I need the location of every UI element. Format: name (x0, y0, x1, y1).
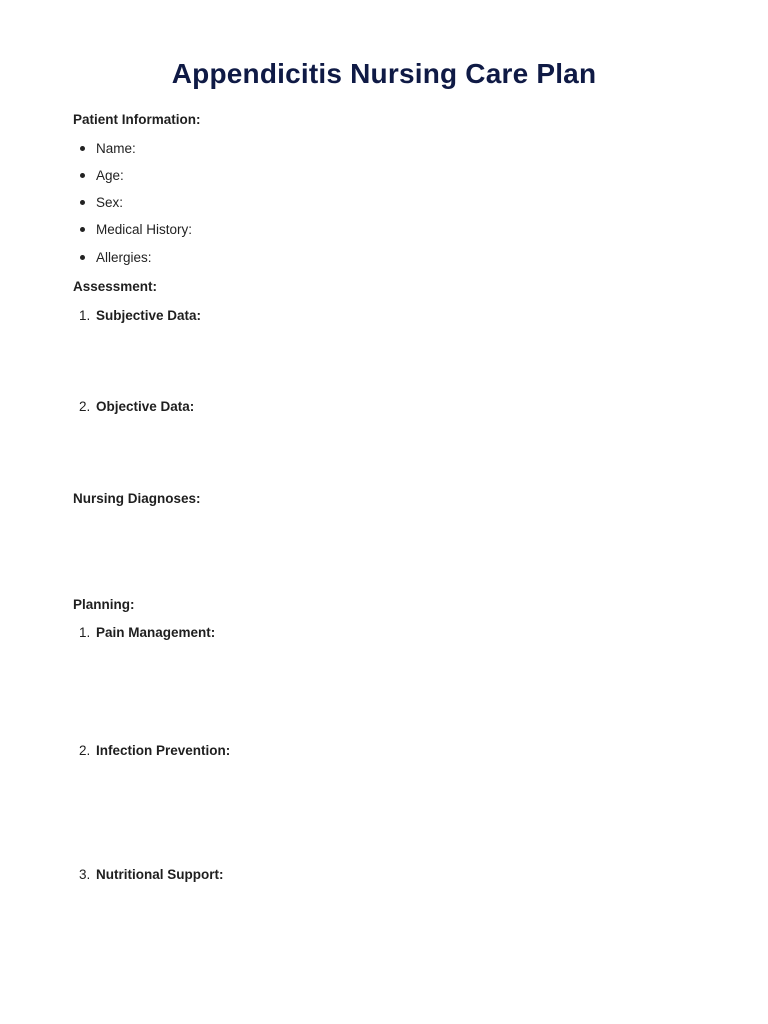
nutritional-support-label: Nutritional Support: (96, 867, 224, 882)
infection-prevention-label: Infection Prevention: (96, 743, 231, 758)
bullet-icon (80, 173, 85, 178)
patient-information-heading: Patient Information: (73, 112, 201, 127)
bullet-icon (80, 146, 85, 151)
objective-data-label: Objective Data: (96, 399, 195, 414)
bullet-icon (80, 255, 85, 260)
planning-heading: Planning: (73, 597, 135, 612)
patient-allergies-label: Allergies: (96, 250, 152, 265)
list-number: 1. (79, 308, 91, 323)
patient-age-label: Age: (96, 168, 124, 183)
patient-medical-history-label: Medical History: (96, 222, 193, 237)
assessment-heading: Assessment: (73, 279, 158, 294)
planning-item-pain-management (79, 625, 215, 640)
assessment-item-objective (79, 399, 194, 414)
assessment-item-subjective (79, 308, 201, 323)
planning-item-nutritional-support (79, 867, 223, 882)
patient-name-label: Name: (96, 141, 136, 156)
list-number: 1. (79, 625, 91, 640)
list-item (80, 195, 123, 210)
pain-management-label: Pain Management: (96, 625, 216, 640)
bullet-icon (80, 227, 85, 232)
subjective-data-label: Subjective Data: (96, 308, 202, 323)
list-number: 3. (79, 867, 91, 882)
list-item (80, 250, 152, 265)
page-title: Appendicitis Nursing Care Plan (171, 58, 597, 89)
list-item (80, 168, 124, 183)
planning-item-infection-prevention (79, 743, 230, 758)
list-number: 2. (79, 743, 91, 758)
nursing-diagnoses-heading: Nursing Diagnoses: (73, 491, 201, 506)
patient-sex-label: Sex: (96, 195, 124, 210)
list-item (80, 222, 192, 237)
list-number: 2. (79, 399, 91, 414)
bullet-icon (80, 200, 85, 205)
list-item (80, 141, 136, 156)
